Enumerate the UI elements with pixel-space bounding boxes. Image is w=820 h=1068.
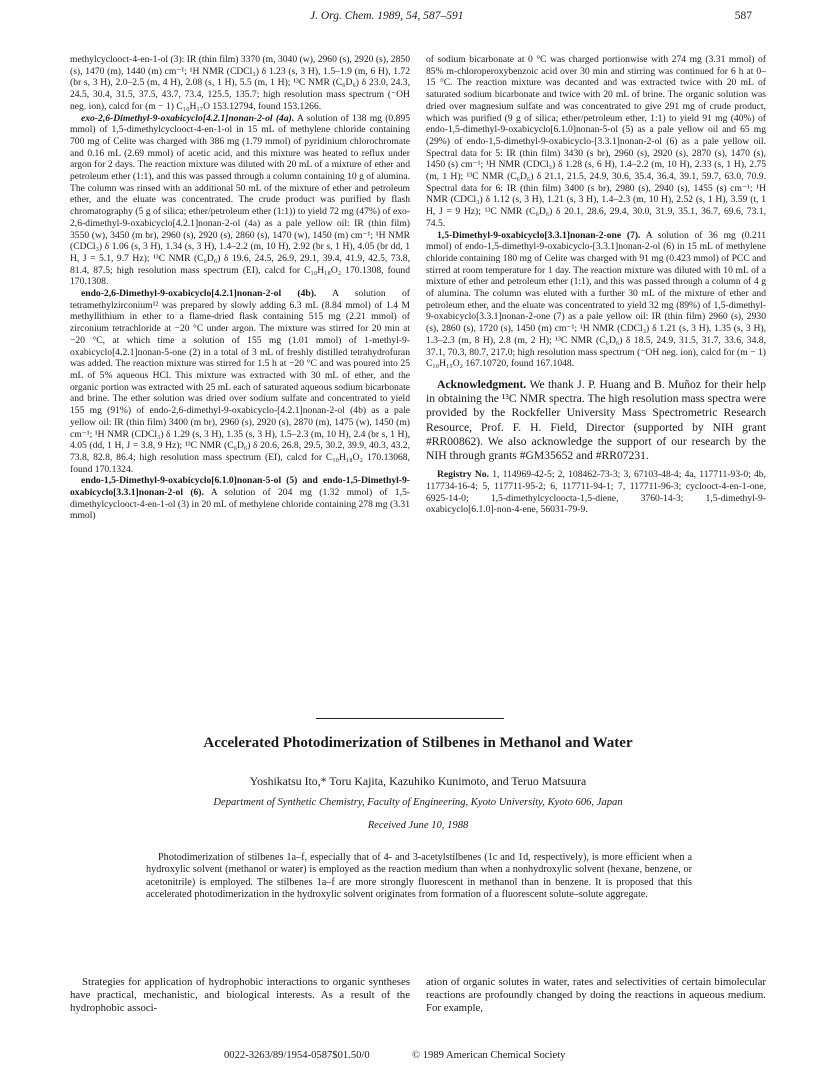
article-affiliation: Department of Synthetic Chemistry, Faculty of Engineering, Kyoto University, Kyoto 606, Japan xyxy=(213,797,623,808)
acknowledgment xyxy=(426,378,766,463)
left-column xyxy=(70,54,410,522)
heading-5-6: endo-1,5-Dimethyl-9-oxabicyclo[6.1.0]nonan-5-ol (5) and endo-1,5-Dimethyl-9-oxabicyclo[3.3.1]nonan-2-ol (6). xyxy=(70,475,410,499)
text-4a: A solution of 138 mg (0.895 mmol) of 1,5-dimethylcyclooct-4-en-1-ol in 15 mL of methylene chloride containing 700 mg of Celite was charged with 386 mg (1.79 mmol) of pyridinium chlorochromate and 0.16 mL (2.69 mmol) of acetic acid, and this mixture was heated to reflux under argon for 2 days. The reaction mixture was diluted with 20 mL of a mixture of ether and petroleum ether (1:1), and this was passed through a column containing 10 g of alumina. The column was rinsed with an additional 50 mL of the mixture of ether and petroleum ether, and the eluate was concentrated. The crude product was purified by flash chromatography (5 g of silica; ether/petroleum ether (1:1)) to yield 72 mg (47%) of exo-2,6-dimethyl-9-oxabicyclo[4.2.1]nonan-2-ol (4a) as a pale yellow oil: IR (thin film) 3550 (w), 3450 (m br), 2960 (s), 2920 (s), 2860 (s), 1470 (w), 1450 (m) cm⁻¹; ¹H NMR (CDCl₃) δ 1.06 (s, 3 H), 1.34 (s, 3 H), 1.4–2.2 (m, 10 H), 2.92 (br s, 1 H), 4.05 (br dd, 1 H, J = 5.1, 9.7 Hz); ¹³C NMR (C₆D₆) δ 19.6, 24.5, 26.9, 29.1, 39.4, 41.9, 42.5, 73.8, 81.4, 87.5; high resolution mass spectrum (EI), calcd for C₁₀H₁₈O₂ 170.1308, found 170.1308. xyxy=(70,112,410,288)
heading-4b: endo-2,6-Dimethyl-9-oxabicyclo[4.2.1]nonan-2-ol (4b). xyxy=(81,288,317,300)
section-divider xyxy=(316,718,504,719)
right-column xyxy=(426,54,766,516)
footer-code: 0022-3263/89/1954-0587$01.50/0 xyxy=(224,1050,370,1061)
running-header: J. Org. Chem. 1989, 54, 587–591 xyxy=(310,10,464,22)
footer-copyright: © 1989 American Chemical Society xyxy=(412,1050,566,1061)
body-right xyxy=(426,976,766,1015)
paragraph-compound-4a xyxy=(70,113,410,289)
ack-text: We thank J. P. Huang and B. Muñoz for their help in obtaining the ¹³C NMR spectra. The high resolution mass spectra were provided by the Rockfeller University Mass Spectrometric Research Resource, Prof. F. H. Field, Director (supported by NIH grant #RR00862). We also acknowledge the support of our research by the NIH through grants #GM35652 and #RR07231. xyxy=(426,377,766,462)
abstract: Photodimerization of stilbenes 1a–f, especially that of 4- and 3-acetylstilbenes (1c and 1d, respectively), is more efficient when a hydroxylic solvent (methanol or water) is employed as the reaction medium than when a nonhydroxylic solvent (hexane, benzene, or acetonitrile) is employed. The stilbenes 1a–f are more strongly fluorescent in methanol than in benzene. It is proposed that this accelerated photodimerization in the hydroxylic solvent originates from formation of a fluorescent solute–solute aggregate. xyxy=(146,852,692,901)
page-number: 587 xyxy=(734,10,752,22)
article-authors: Yoshikatsu Ito,* Toru Kajita, Kazuhiko Kunimoto, and Teruo Matsuura xyxy=(249,774,587,788)
registry-text: 1, 114969-42-5; 2, 108462-73-3; 3, 67103-48-4; 4a, 117711-93-0; 4b, 117734-16-4; 5, 117711-95-2; 6, 117711-94-1; 7, 117711-96-3; cyclooct-4-en-1-one, 6925-14-0; 1,5-dimethylcycloocta-1,5-diene, 3760-14-3; 1,5-dimethyl-9-oxabicyclo[6.1.0]-non-4-ene, 56031-79-9. xyxy=(426,469,767,516)
paragraph-compound-4b xyxy=(70,288,410,475)
registry-heading: Registry No. xyxy=(437,469,489,481)
received-date: Received June 10, 1988 xyxy=(367,820,469,831)
registry-numbers xyxy=(426,469,766,516)
paragraph-compound-5-6 xyxy=(70,475,410,522)
text-7: A solution of 36 mg (0.211 mmol) of endo-1,5-dimethyl-9-oxabicyclo-[3.3.1]nonan-2-ol (6) in 15 mL of methylene chloride containing 180 mg of Celite was charged with 91 mg (0.423 mmol) of PCC and stirred at room temperature for 1 day. The reaction mixture was diluted with 10 mL of a mixture of ether and petroleum ether (1:1), and this was passed through a column of 4 g of alumina. The column was eluted with a further 30 mL of the mixture of ether and petroleum ether, and the eluate was concentrated to yield 32 mg (89%) of 1,5-dimethyl-9-oxabicyclo[3.3.1]nonan-2-one (7) as a pale yellow oil: IR (thin film) 2960 (s), 2930 (s), 2860 (s), 1720 (s), 1450 (m) cm⁻¹; ¹H NMR (CDCl₃) δ 1.21 (s, 3 H), 1.35 (s, 3 H), 1.3–2.3 (m, 8 H), 2.8 (m, 2 H); ¹³C NMR (C₆D₆) δ 18.5, 24.9, 31.5, 31.7, 33.6, 34.8, 37.1, 70.3, 80.7, 217.0; high resolution mass spectrum (⁻OH neg. ion), calcd for (m − 1) C₁₀H₁₅O₂ 167.10720, found 167.1048. xyxy=(426,229,766,370)
ack-heading: Acknowledgment. xyxy=(437,377,527,391)
heading-7: 1,5-Dimethyl-9-oxabicyclo[3.3.1]nonan-2-one (7). xyxy=(437,229,641,241)
paragraph-compound-7 xyxy=(426,230,766,370)
body-paragraph-right: ation of organic solutes in water, rates and selectivities of certain bimolecular reactions are profoundly changed by doing the reactions in aqueous medium. For example, xyxy=(426,976,766,1014)
heading-4a: exo-2,6-Dimethyl-9-oxabicyclo[4.2.1]nonan-2-ol (4a). xyxy=(81,112,295,124)
body-paragraph-left: Strategies for application of hydrophobic interactions to organic syntheses have practical, mechanistic, and biological interests. As a result of the hydrophobic associ- xyxy=(70,976,410,1014)
text-4b: A solution of tetramethylzirconium¹² was prepared by slowly adding 6.3 mL (8.84 mmol) of 1.4 M methyllithium in ether to a flame-dried flask containing 515 mg (2.21 mmol) of zirconium tetrachloride at −20 °C under argon. The mixture was stirred for 20 min at −20 °C, at which time a solution of 155 mg (1.01 mmol) of 1-methyl-9-oxabicyclo[4.2.1]nonan-5-one (2) in a total of 3 mL of freshly distilled tetrahydrofuran was added. The reaction mixture was stirred for 1.5 h at −20 °C and was poured into 25 mL of 5% aqueous HCl. This mixture was extracted with 30 mL of ether, and the organic portion was extracted with 25 mL each of saturated aqueous sodium bicarbonate and brine. The ether solution was dried over sodium sulfate and concentrated to yield 155 mg (91%) of endo-2,6-dimethyl-9-oxabicyclo-[4.2.1]nonan-2-ol (4b) as a pale yellow oil: IR (thin film) 3400 (m br), 2960 (s), 2920 (s), 2870 (m), 1475 (w), 1450 (m) cm⁻¹; ¹H NMR (CDCl₃) δ 1.29 (s, 3 H), 1.35 (s, 3 H), 1.5–2.3 (m, 10 H), 2.4 (br s, 1 H), 4.05 (dd, 1 H, J = 3.8, 9 Hz); ¹³C NMR (C₆D₆) δ 20.6, 26.8, 29.5, 30.2, 39.9, 40.3, 43.2, 73.8, 82.8, 86.4; high resolution mass spectrum (EI), calcd for C₁₀H₁₈O₂ 170.13068, found 170.1324. xyxy=(70,288,410,475)
paragraph-compound-3: methylcyclooct-4-en-1-ol (3): IR (thin film) 3370 (m, 3040 (w), 2960 (s), 2920 (s), 2850 (s), 1470 (m), 1440 (m) cm⁻¹; ¹H NMR (CDCl₃) δ 1.23 (s, 3 H), 1.5–1.9 (m, 6 H), 1.72 (br s, 3 H), 2.0–2.5 (m, 4 H), 2.08 (s, 1 H), 5.5 (m, 1 H); ¹³C NMR (C₆D₆) δ 23.0, 24.3, 24.5, 30.4, 31.5, 37.5, 43.7, 73.4, 125.5, 135.7; high resolution mass spectrum (⁻OH neg. ion), calcd for (m − 1) C₁₀H₁₇O 153.12794, found 153.1266. xyxy=(70,54,410,112)
paragraph-compound-5-6-cont: of sodium bicarbonate at 0 °C was charged portionwise with 274 mg (3.31 mmol) of 85% m-chloroperoxybenzoic acid over 30 min and stirring was continued for 6 h at 0–15 °C. The reaction mixture was decanted and was extracted twice with 20 mL of saturated sodium bicarbonate and twice with 20 mL of brine. The organic solution was dried over magnesium sulfate and was concentrated to give 291 mg of crude product, which was purified (9 g of silica; ether/petroleum ether, 1:1) to yield 91 mg (40%) of endo-1,5-dimethyl-9-oxabicyclo[6.1.0]nonan-5-ol (5) as a pale yellow oil and 65 mg (29%) of endo-1,5-dimethyl-9-oxabicyclo-[3.3.1]nonan-2-ol (6) as a pale yellow oil. Spectral data for 5: IR (thin film) 3430 (s br), 2960 (s), 2920 (s), 2870 (s), 1470 (s), 1450 (s) cm⁻¹; ¹H NMR (CDCl₃) δ 1.28 (s, 6 H), 1.4–2.2 (m, 10 H), 2.33 (s, 1 H), 2.75 (m, 1 H); ¹³C NMR (C₆D₆) δ 21.1, 21.5, 24.9, 30.6, 35.4, 36.4, 39.1, 59.7, 63.0, 70.9. Spectral data for 6: IR (thin film) 3400 (s br), 2980 (s), 2940 (s), 1455 (s) cm⁻¹; ¹H NMR (CDCl₃) δ 1.12 (s, 3 H), 1.21 (s, 3 H), 1.4–2.3 (m, 10 H), 2.52 (s, 1 H), 3.59 (t, 1 H, J = 9 Hz); ¹³C NMR (C₆D₆) δ 20.1, 28.6, 29.4, 30.0, 31.9, 35.1, 36.7, 69.6, 73.1, 74.5. xyxy=(426,54,766,229)
body-left xyxy=(70,976,410,1015)
article-title: Accelerated Photodimerization of Stilbenes in Methanol and Water xyxy=(203,735,633,751)
text-5-6: A solution of 204 mg (1.32 mmol) of 1,5-dimethylcyclooct-4-en-1-ol (3) in 20 mL of methylene chloride containing 278 mg (3.31 mmol) xyxy=(70,487,410,522)
